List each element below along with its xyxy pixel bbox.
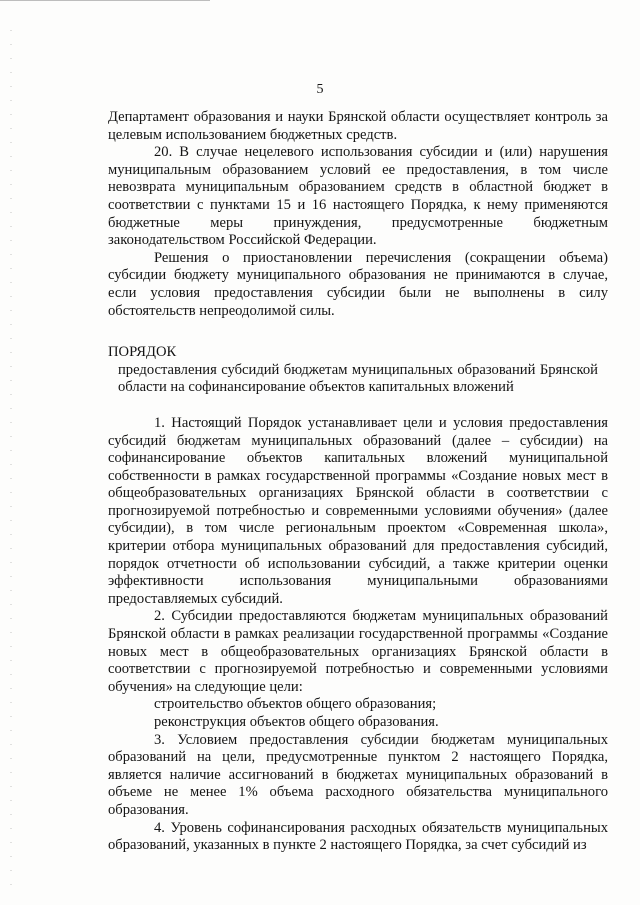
clause-4: 4. Уровень софинансирования расходных обязательств муниципальных образований, указанных в пункте 2 настоящего Порядка, за счет субсидий из: [108, 819, 608, 854]
clause-3: 3. Условием предоставления субсидии бюджетам муниципальных образований на цели, предусмотренные пунктом 2 настоящего Порядка, является наличие ассигнований в бюджетах муниципальных образований в объеме не менее 1% объема расходного обязательства муниципального образования.: [108, 731, 608, 818]
paragraph-20: 20. В случае нецелевого использования субсидии и (или) нарушения муниципальным образованием условий ее предоставления, в том числе невозврата муниципальным образованием средств в областной бюджет в соответствии с пунктами 15 и 16 настоящего Порядка, к нему применяются бюджетные меры принуждения, предусмотренные бюджетным законодательством Российской Федерации.: [108, 144, 608, 249]
clause-1: 1. Настоящий Порядок устанавливает цели и условия предоставления субсидий бюджетам муниципальных образований (далее – субсидии) на софинансирование объектов капитальных вложений муниципальной собственности в рамках государственной программы «Создание новых мест в общеобразовательных организациях Брянской области в соответствии с прогнозируемой потребностью и современными условиями обучения» (далее субсидии), в том числе региональным проектом «Современная школа», критерии отбора муниципальных образований для предоставления субсидий, порядок отчетности об использовании субсидий, а также критерии оценки эффективности использования муниципальными образованиями предоставляемых субсидий.: [108, 414, 608, 607]
section-subtitle: предоставления субсидий бюджетам муниципальных образований Брянской области на софинансирование объектов капитальных вложений: [118, 361, 598, 396]
top-rule: [0, 0, 210, 1]
paragraph-decisions: Решения о приостановлении перечисления (сокращении объема) субсидии бюджету муниципального образования не принимаются в случае, если условия предоставления субсидии были не выполнены в силу обстоятельств непреодолимой силы.: [108, 249, 608, 319]
clause-2-item-construction: строительство объектов общего образования;: [154, 696, 437, 713]
clause-2: 2. Субсидии предоставляются бюджетам муниципальных образований Брянской области в рамках реализации государственной программы «Создание новых мест в общеобразовательных организациях Брянской области в соответствии с прогнозируемой потребностью и современными условиями обучения» на следующие цели:: [108, 608, 608, 695]
scan-margin-dots: [10, 30, 12, 885]
section-title: ПОРЯДОК: [108, 344, 177, 361]
document-body: [108, 109, 608, 855]
clause-2-item-reconstruction: реконструкция объектов общего образования.: [154, 714, 439, 730]
page-number: 5: [316, 82, 324, 97]
paragraph-control: Департамент образования и науки Брянской области осуществляет контроль за целевым использованием бюджетных средств.: [108, 109, 608, 143]
